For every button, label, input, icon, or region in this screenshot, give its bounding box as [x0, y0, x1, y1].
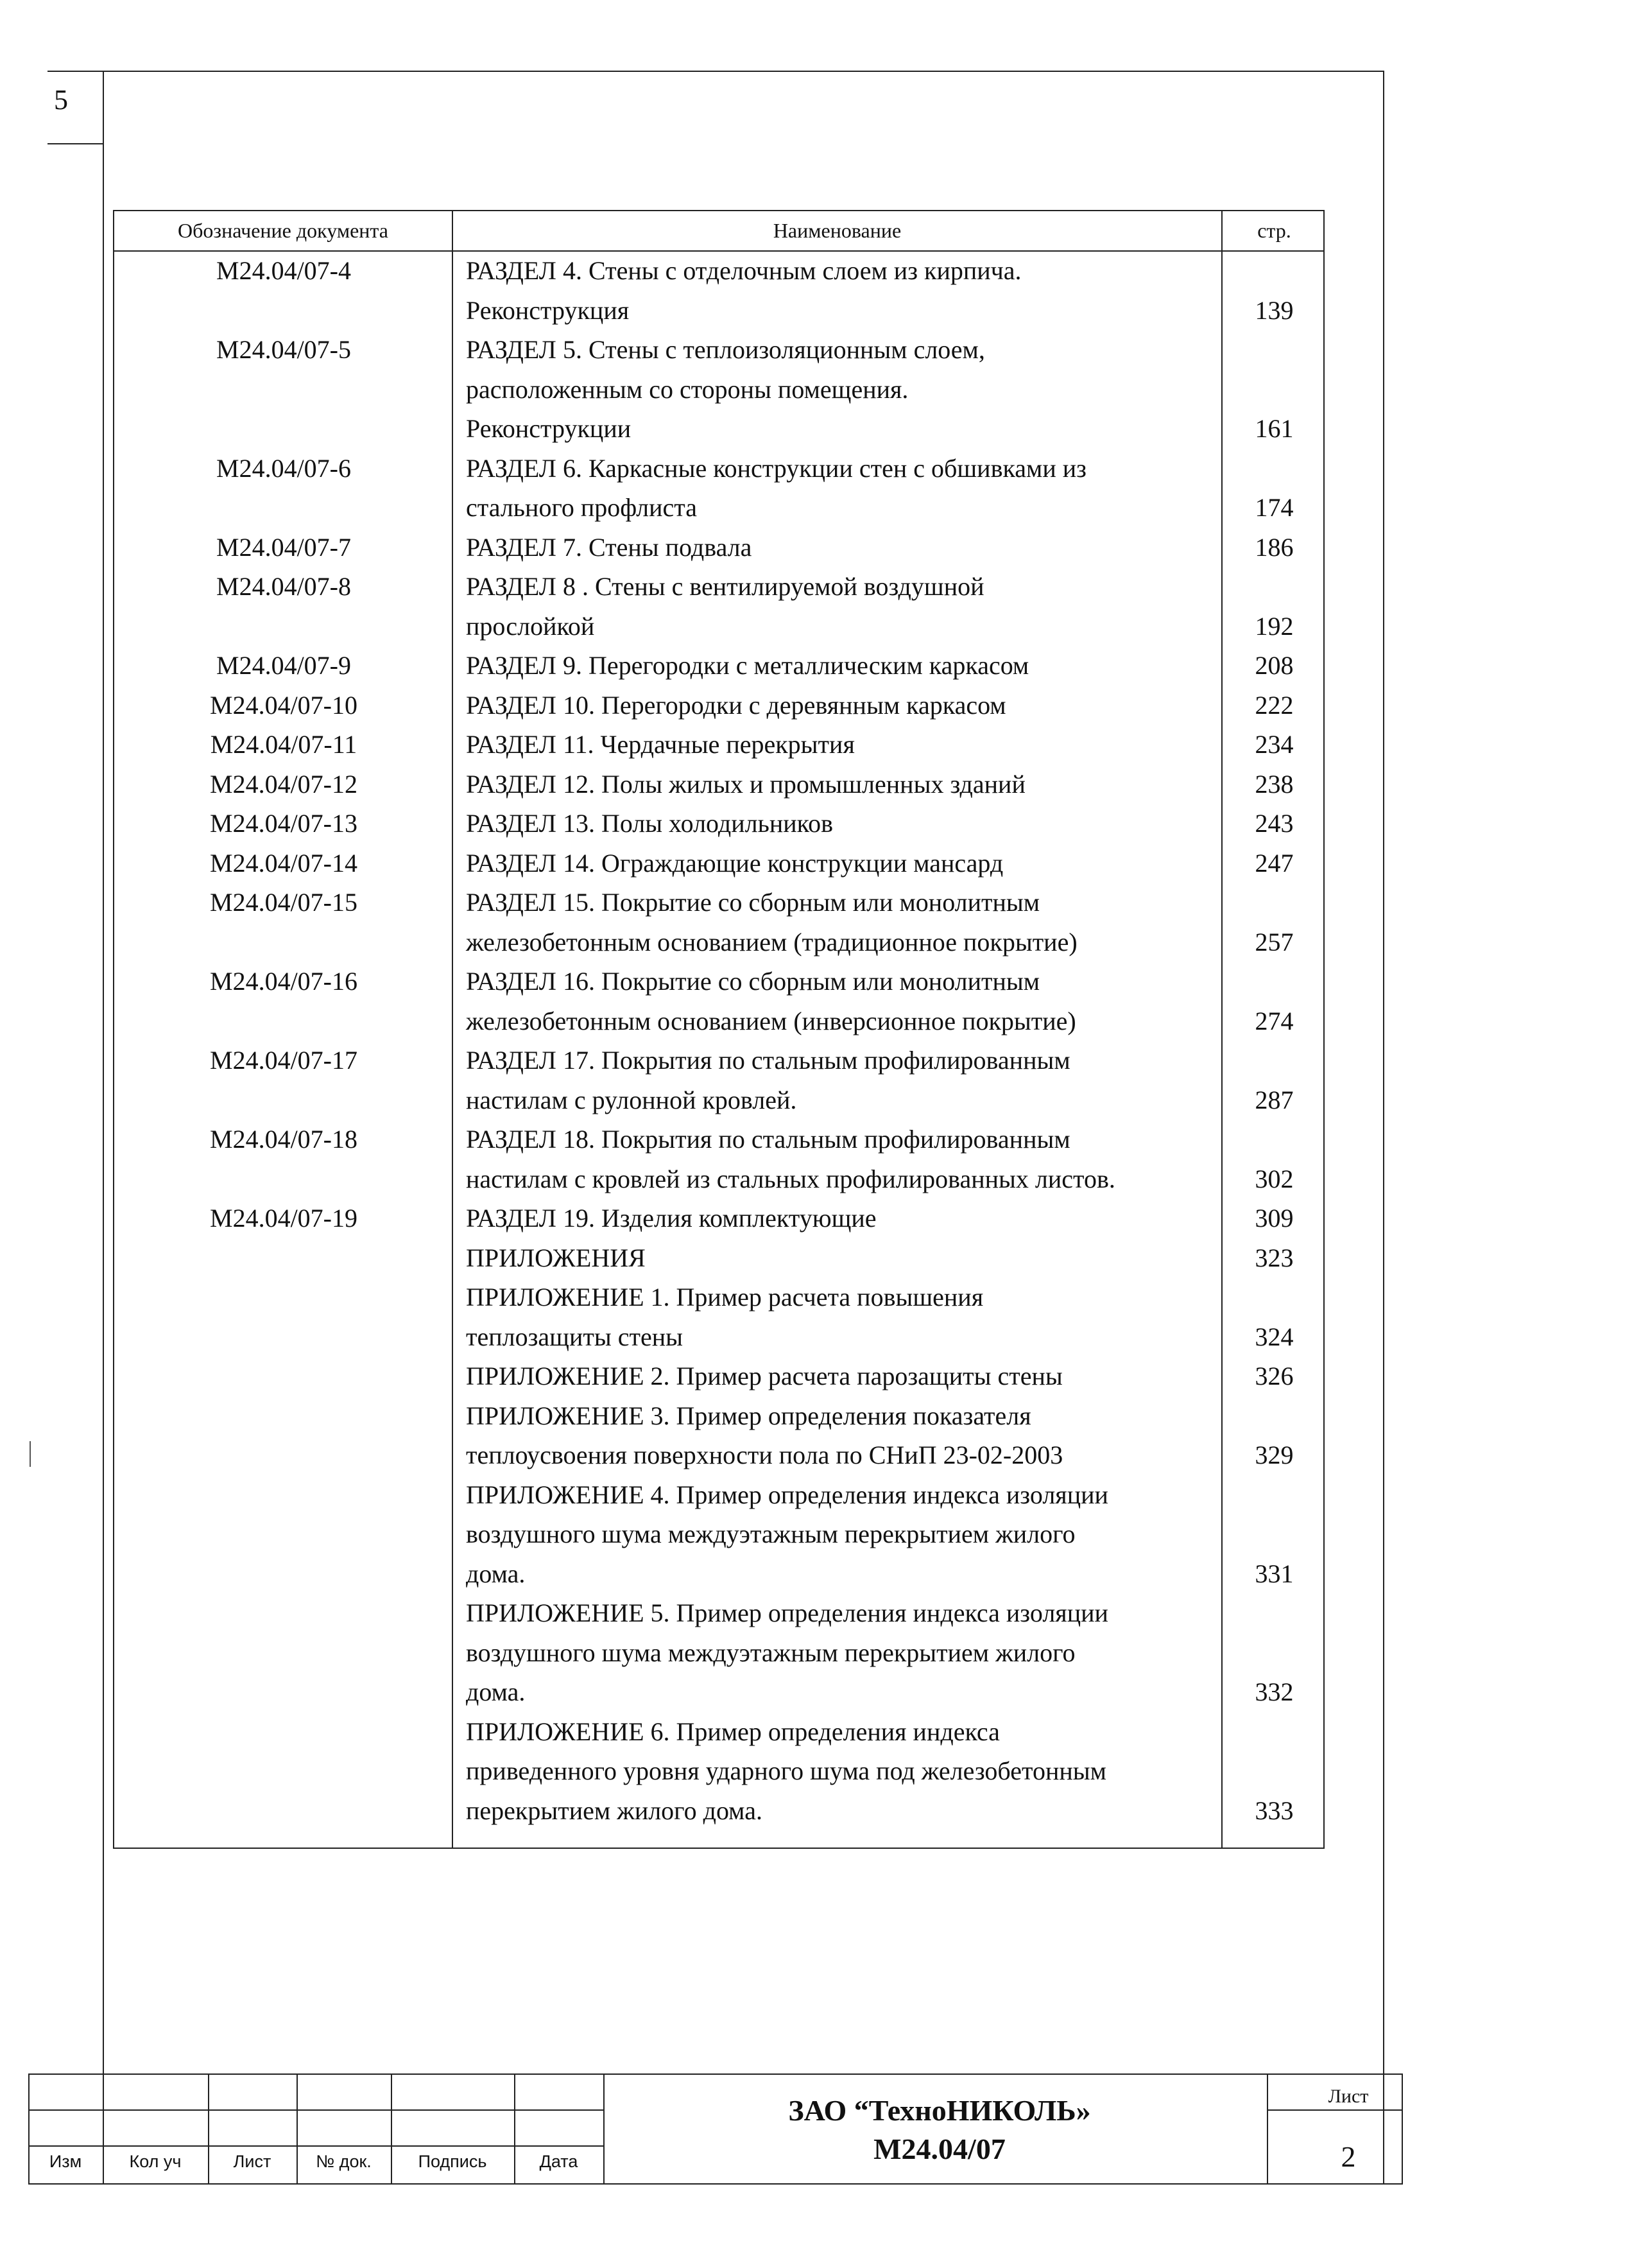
toc-row-title: РАЗДЕЛ 9. Перегородки с металлическим каркасом	[466, 651, 1029, 680]
toc-row-title: РАЗДЕЛ 11. Чердачные перекрытия	[466, 730, 855, 759]
stamp-line	[28, 2073, 1403, 2075]
toc-row-title: ПРИЛОЖЕНИЕ 5. Пример определения индекса изоляции	[466, 1598, 1108, 1627]
stamp-label-signature: Подпись	[418, 2152, 487, 2171]
toc-row-title: ПРИЛОЖЕНИЕ 3. Пример определения показателя	[466, 1401, 1031, 1430]
toc-row-title: дома.	[466, 1559, 526, 1588]
header-designation: Обозначение документа	[178, 219, 388, 242]
toc-row-title: ПРИЛОЖЕНИЕ 1. Пример расчета повышения	[466, 1283, 984, 1311]
stamp-label-date: Дата	[539, 2152, 578, 2171]
toc-row-code: М24.04/07-15	[210, 888, 357, 917]
toc-row-code: М24.04/07-19	[210, 1204, 357, 1233]
toc-row-title: ПРИЛОЖЕНИЕ 6. Пример определения индекса	[466, 1717, 1000, 1746]
toc-table	[113, 210, 1325, 1849]
toc-row-title: воздушного шума междуэтажным перекрытием жилого	[466, 1638, 1076, 1667]
toc-row-title: дома.	[466, 1677, 526, 1706]
toc-row-page: 287	[1255, 1086, 1294, 1114]
toc-row-title: РАЗДЕЛ 17. Покрытия по стальным профилированным	[466, 1046, 1070, 1075]
stamp-label-sheet: Лист	[233, 2152, 271, 2171]
toc-row-title: воздушного шума междуэтажным перекрытием жилого	[466, 1519, 1076, 1548]
toc-row-title: РАЗДЕЛ 18. Покрытия по стальным профилированным	[466, 1125, 1070, 1154]
toc-row-page: 333	[1255, 1796, 1294, 1825]
toc-row-title: перекрытием жилого дома.	[466, 1796, 762, 1825]
toc-row-page: 332	[1255, 1677, 1294, 1706]
toc-row-title: РАЗДЕЛ 8 . Стены с вентилируемой воздушной	[466, 572, 984, 601]
toc-row-title: Реконструкция	[466, 296, 630, 325]
toc-row-code: М24.04/07-4	[216, 256, 351, 285]
toc-row-title: РАЗДЕЛ 16. Покрытие со сборным или монолитным	[466, 967, 1040, 996]
toc-row-title: расположенным со стороны помещения.	[466, 375, 909, 404]
toc-row-title: РАЗДЕЛ 19. Изделия комплектующие	[466, 1204, 877, 1233]
stamp-line	[28, 2183, 1403, 2185]
toc-row-title: настилам с рулонной кровлей.	[466, 1086, 797, 1114]
toc-row-title: теплозащиты стены	[466, 1322, 683, 1351]
sheet-number: 2	[1341, 2140, 1356, 2173]
toc-row-code: М24.04/07-8	[216, 572, 351, 601]
toc-row-page: 222	[1255, 691, 1294, 720]
stamp-line	[603, 2073, 605, 2185]
toc-row-page: 257	[1255, 928, 1294, 957]
stamp-label-doc: № док.	[316, 2152, 372, 2171]
stamp-label-count: Кол уч	[129, 2152, 182, 2171]
toc-row-title: РАЗДЕЛ 12. Полы жилых и промышленных зданий	[466, 770, 1026, 799]
toc-row-title: теплоусвоения поверхности пола по СНиП 23-02-2003	[466, 1441, 1063, 1469]
toc-row-title: Реконструкции	[466, 414, 631, 443]
header-page: стр.	[1257, 219, 1291, 242]
toc-row-title: ПРИЛОЖЕНИЕ 2. Пример расчета парозащиты стены	[466, 1362, 1063, 1390]
toc-row-title: настилам с кровлей из стальных профилированных листов.	[466, 1164, 1115, 1193]
toc-row-title: приведенного уровня ударного шума под железобетонным	[466, 1756, 1106, 1785]
page-marker-tab	[47, 71, 104, 144]
toc-row-page: 323	[1255, 1243, 1294, 1272]
toc-row-page: 174	[1255, 493, 1294, 522]
toc-row-page: 234	[1255, 730, 1294, 759]
toc-row-page: 247	[1255, 849, 1294, 878]
toc-row-page: 139	[1255, 296, 1294, 325]
toc-row-page: 324	[1255, 1322, 1294, 1351]
toc-row-title: железобетонным основанием (инверсионное покрытие)	[466, 1007, 1076, 1035]
toc-row-page: 192	[1255, 612, 1294, 641]
stamp-label-change: Изм	[49, 2152, 82, 2171]
scan-mark	[30, 1441, 31, 1467]
toc-row-code: М24.04/07-7	[216, 533, 351, 562]
toc-row-code: М24.04/07-6	[216, 454, 351, 483]
toc-row-title: РАЗДЕЛ 5. Стены с теплоизоляционным слоем,	[466, 335, 985, 364]
toc-row-code: М24.04/07-11	[210, 730, 357, 759]
document-code: М24.04/07	[873, 2133, 1006, 2165]
toc-row-code: М24.04/07-14	[210, 849, 357, 878]
toc-row-page: 331	[1255, 1559, 1294, 1588]
company-name: ЗАО “ТехноНИКОЛЬ»	[788, 2094, 1091, 2127]
header-name: Наименование	[773, 219, 902, 242]
title-block	[28, 2073, 1403, 2185]
toc-row-title: ПРИЛОЖЕНИЯ	[466, 1243, 646, 1272]
toc-row-page: 243	[1255, 809, 1294, 838]
toc-row-title: РАЗДЕЛ 4. Стены с отделочным слоем из кирпича.	[466, 256, 1022, 285]
toc-row-code: М24.04/07-9	[216, 651, 351, 680]
toc-row-page: 208	[1255, 651, 1294, 680]
toc-row-title: железобетонным основанием (традиционное покрытие)	[466, 928, 1078, 957]
toc-row-page: 309	[1255, 1204, 1294, 1233]
toc-row-code: М24.04/07-13	[210, 809, 357, 838]
toc-row-title: РАЗДЕЛ 13. Полы холодильников	[466, 809, 833, 838]
toc-row-code: М24.04/07-18	[210, 1125, 357, 1154]
toc-row-title: стального профлиста	[466, 493, 698, 522]
toc-row-page: 326	[1255, 1362, 1294, 1390]
toc-row-title: ПРИЛОЖЕНИЕ 4. Пример определения индекса изоляции	[466, 1480, 1108, 1509]
toc-row-title: РАЗДЕЛ 10. Перегородки с деревянным каркасом	[466, 691, 1006, 720]
company-block	[612, 2091, 1267, 2168]
toc-row-page: 329	[1255, 1441, 1294, 1469]
toc-row-page: 161	[1255, 414, 1294, 443]
stamp-line	[28, 2109, 603, 2111]
toc-row-title: РАЗДЕЛ 6. Каркасные конструкции стен с обшивками из	[466, 454, 1087, 483]
toc-row-code: М24.04/07-16	[210, 967, 357, 996]
toc-row-page: 274	[1255, 1007, 1294, 1035]
toc-row-code: М24.04/07-17	[210, 1046, 357, 1075]
toc-row-title: РАЗДЕЛ 14. Ограждающие конструкции мансард	[466, 849, 1004, 878]
toc-row-page: 186	[1255, 533, 1294, 562]
toc-row-code: М24.04/07-12	[210, 770, 357, 799]
stamp-line	[28, 2145, 603, 2147]
stamp-line	[1267, 2073, 1268, 2185]
toc-row-code: М24.04/07-10	[210, 691, 357, 720]
toc-row-title: РАЗДЕЛ 15. Покрытие со сборным или монолитным	[466, 888, 1040, 917]
toc-row-title: РАЗДЕЛ 7. Стены подвала	[466, 533, 752, 562]
toc-row-page: 302	[1255, 1164, 1294, 1193]
toc-row-title: прослойкой	[466, 612, 595, 641]
page-marker: 5	[54, 84, 68, 116]
sheet-label: Лист	[1328, 2086, 1369, 2107]
toc-row-code: М24.04/07-5	[216, 335, 351, 364]
toc-row-page: 238	[1255, 770, 1294, 799]
